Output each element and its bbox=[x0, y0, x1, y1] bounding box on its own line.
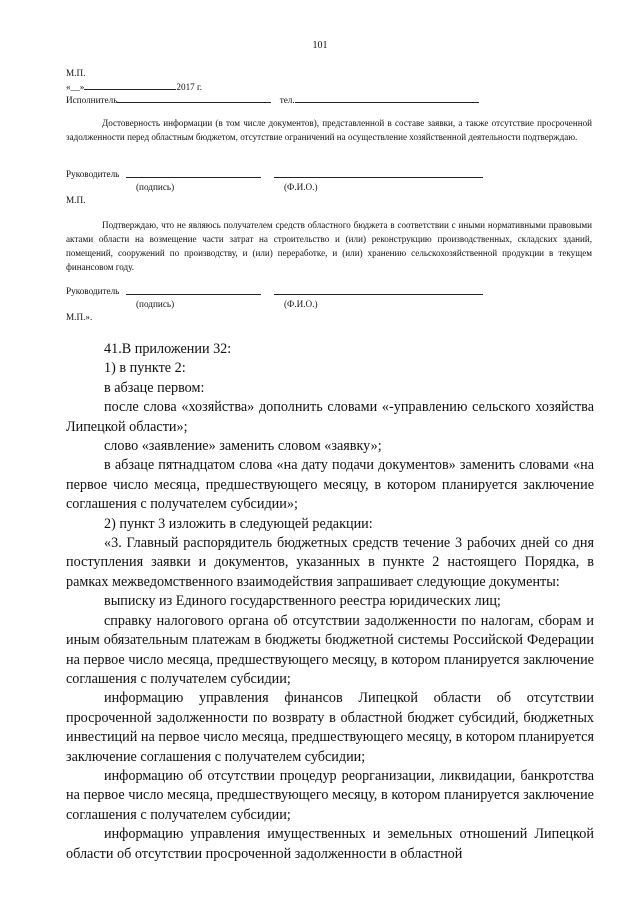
fio-caption-2: (Ф.И.О.) bbox=[284, 299, 318, 309]
body-paragraph: информацию об отсутствии процедур реорганизации, ликвидации, банкротства на первое число месяца, предшествующего месяцу, в котором планируется заключение соглашения с получателем субсидии; bbox=[66, 767, 594, 823]
head-label-2: Руководитель bbox=[66, 286, 120, 296]
stamp-place-label-2: М.П. bbox=[66, 195, 86, 205]
fio-line-1 bbox=[274, 177, 483, 178]
stamp-place-label: М.П. bbox=[66, 68, 86, 78]
executor-blank bbox=[117, 93, 271, 103]
body-paragraph: «3. Главный распорядитель бюджетных средств течение 3 рабочих дней со дня поступления заявки и документов, указанных в пункте 2 настоящего Порядка, в рамках межведомственного взаимодействия запрашивает следующие документы: bbox=[66, 535, 594, 590]
confirmation-text-2: Подтверждаю, что не являюсь получателем средств областного бюджета в соответствии с иными нормативными правовыми актами области на возмещение части затрат на строительство и (или) реконструкцию производственных, складских зданий, помещений, сооружений по производству, и (или) переработке, и (или) хранению сельскохозяйственной продукции в текущем финансовом году. bbox=[66, 220, 592, 272]
phone-blank bbox=[295, 93, 479, 103]
executor-label: Исполнитель bbox=[66, 95, 118, 105]
date-line bbox=[66, 80, 202, 94]
body-paragraph: в абзаце пятнадцатом слова «на дату подачи документов» заменить словами «на первое число месяца, предшествующего месяцу, в котором планируется заключение соглашения с получателем субсидии»; bbox=[66, 457, 594, 513]
body-paragraph: справку налогового органа об отсутствии задолженности по налогам, сборам и иным обязательным платежам в бюджеты бюджетной системы Российской Федерации на первое число месяца, предшествующего месяцу, в котором планируется заключение соглашения с получателем субсидии; bbox=[66, 612, 594, 687]
body-paragraph: 41.В приложении 32: bbox=[104, 341, 232, 357]
page-number: 101 bbox=[312, 40, 328, 51]
signature-line-2 bbox=[126, 294, 261, 295]
body-paragraph: слово «заявление» заменить словом «заявку»; bbox=[104, 438, 382, 455]
body-paragraph: выписку из Единого государственного реестра юридических лиц; bbox=[104, 593, 501, 610]
body-paragraph: 2) пункт 3 изложить в следующей редакции: bbox=[104, 515, 373, 532]
signature-line-1 bbox=[126, 177, 261, 178]
body-paragraph: в абзаце первом: bbox=[104, 379, 205, 396]
fio-line-2 bbox=[274, 294, 483, 295]
body-paragraph: информацию управления имущественных и земельных отношений Липецкой области об отсутствии просроченной задолженности в областной bbox=[66, 826, 594, 862]
stamp-place-label-3: М.П.». bbox=[66, 312, 93, 322]
signature-caption-2: (подпись) bbox=[136, 299, 175, 309]
body-paragraph: информацию управления финансов Липецкой области об отсутствии просроченной задолженности по возврату в областной бюджет субсидий, бюджетных инвестиций на первое число месяца, предшествующего месяцу, в котором планируется заключение соглашения с получателем субсидии; bbox=[66, 690, 594, 765]
confirmation-text-1: Достоверность информации (в том числе документов), представленной в составе заявки, а также отсутствие просроченной задолженности перед областным бюджетом, отсутствие ограничений на осуществление хозяйственной деятельности подтверждаю. bbox=[66, 118, 592, 142]
date-day: «__» bbox=[66, 82, 85, 92]
phone-label: тел. bbox=[279, 95, 295, 105]
body-paragraph: после слова «хозяйства» дополнить словами «-управлению сельского хозяйства Липецкой области»; bbox=[66, 399, 594, 435]
signature-caption-1: (подпись) bbox=[136, 182, 175, 192]
amendment-body bbox=[66, 340, 594, 864]
body-paragraph: 1) в пункте 2: bbox=[104, 360, 186, 377]
date-year: 2017 г. bbox=[176, 82, 203, 92]
date-month-blank bbox=[84, 80, 176, 90]
head-label-1: Руководитель bbox=[66, 169, 120, 179]
executor-line bbox=[66, 93, 479, 107]
fio-caption-1: (Ф.И.О.) bbox=[284, 182, 318, 192]
